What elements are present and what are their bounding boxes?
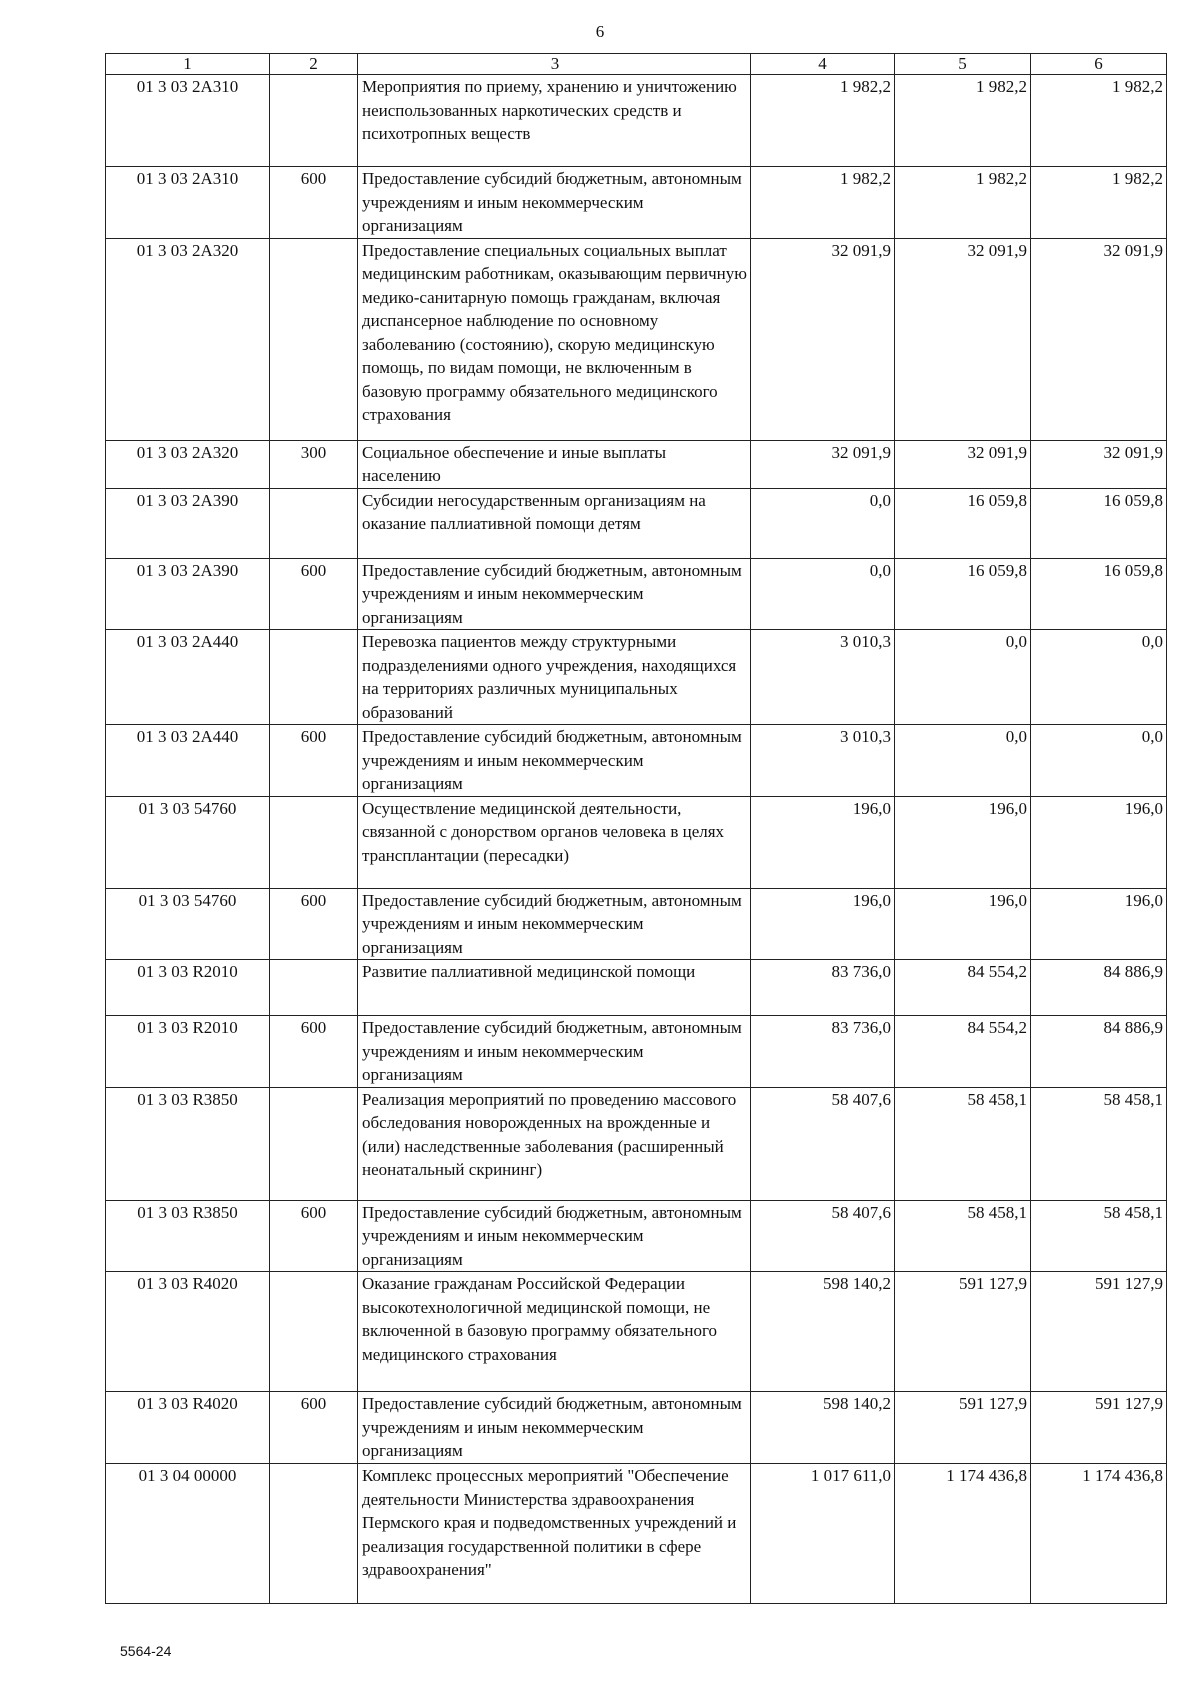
header-col-1: 1: [106, 54, 270, 75]
header-row: [106, 54, 1167, 75]
cell-target-code: 01 3 03 R4020: [106, 1272, 270, 1392]
cell-target-code: 01 3 03 2А320: [106, 238, 270, 440]
cell-amount-col4: 58 407,6: [751, 1200, 895, 1272]
cell-expense-type: 600: [270, 725, 358, 797]
cell-target-code: 01 3 03 R2010: [106, 960, 270, 1016]
cell-item-name: Социальное обеспечение и иные выплаты населению: [358, 440, 751, 488]
cell-amount-col6: 84 886,9: [1031, 960, 1167, 1016]
cell-amount-col4: 598 140,2: [751, 1392, 895, 1464]
cell-amount-col6: 1 982,2: [1031, 167, 1167, 239]
cell-amount-col5: 196,0: [895, 796, 1031, 888]
cell-item-name: Предоставление субсидий бюджетным, автономным учреждениям и иным некоммерческим организациям: [358, 167, 751, 239]
cell-target-code: 01 3 03 2А440: [106, 630, 270, 725]
table-row: [106, 1087, 1167, 1200]
cell-target-code: 01 3 04 00000: [106, 1464, 270, 1604]
cell-amount-col6: 1 982,2: [1031, 75, 1167, 167]
cell-target-code: 01 3 03 2А320: [106, 440, 270, 488]
header-col-3: 3: [358, 54, 751, 75]
cell-amount-col4: 3 010,3: [751, 725, 895, 797]
cell-item-name: Предоставление субсидий бюджетным, автономным учреждениям и иным некоммерческим организациям: [358, 1392, 751, 1464]
table-row: [106, 440, 1167, 488]
cell-amount-col6: 84 886,9: [1031, 1016, 1167, 1088]
cell-target-code: 01 3 03 2А390: [106, 558, 270, 630]
cell-expense-type: [270, 796, 358, 888]
table-row: [106, 75, 1167, 167]
cell-amount-col4: 58 407,6: [751, 1087, 895, 1200]
cell-target-code: 01 3 03 2А310: [106, 167, 270, 239]
cell-expense-type: [270, 960, 358, 1016]
cell-target-code: 01 3 03 2А310: [106, 75, 270, 167]
cell-item-name: Перевозка пациентов между структурными подразделениями одного учреждения, находящихся на территориях различных муниципальных образований: [358, 630, 751, 725]
cell-amount-col5: 58 458,1: [895, 1087, 1031, 1200]
cell-item-name: Предоставление субсидий бюджетным, автономным учреждениям и иным некоммерческим организациям: [358, 1016, 751, 1088]
cell-amount-col6: 196,0: [1031, 888, 1167, 960]
page-number: 6: [595, 22, 605, 41]
cell-amount-col4: 83 736,0: [751, 1016, 895, 1088]
cell-amount-col4: 598 140,2: [751, 1272, 895, 1392]
cell-item-name: Осуществление медицинской деятельности, связанной с донорством органов человека в целях трансплантации (пересадки): [358, 796, 751, 888]
cell-amount-col5: 58 458,1: [895, 1200, 1031, 1272]
cell-item-name: Мероприятия по приему, хранению и уничтожению неиспользованных наркотических средств и психотропных веществ: [358, 75, 751, 167]
cell-amount-col6: 32 091,9: [1031, 238, 1167, 440]
cell-expense-type: 600: [270, 1016, 358, 1088]
cell-expense-type: 600: [270, 167, 358, 239]
table-row: [106, 167, 1167, 239]
table-row: [106, 1200, 1167, 1272]
cell-amount-col5: 32 091,9: [895, 238, 1031, 440]
cell-amount-col6: 196,0: [1031, 796, 1167, 888]
cell-item-name: Комплекс процессных мероприятий "Обеспечение деятельности Министерства здравоохранения Пермского края и подведомственных учреждений и реализация государственной политики в сфере здравоохранения": [358, 1464, 751, 1604]
cell-amount-col6: 591 127,9: [1031, 1272, 1167, 1392]
cell-amount-col5: 16 059,8: [895, 558, 1031, 630]
header-col-6: 6: [1031, 54, 1167, 75]
cell-expense-type: [270, 1272, 358, 1392]
cell-amount-col5: 16 059,8: [895, 488, 1031, 558]
cell-expense-type: [270, 1464, 358, 1604]
cell-expense-type: [270, 1087, 358, 1200]
table-row: [106, 796, 1167, 888]
cell-amount-col6: 0,0: [1031, 630, 1167, 725]
cell-target-code: 01 3 03 R4020: [106, 1392, 270, 1464]
cell-item-name: Предоставление субсидий бюджетным, автономным учреждениям и иным некоммерческим организациям: [358, 558, 751, 630]
cell-amount-col5: 84 554,2: [895, 1016, 1031, 1088]
cell-amount-col6: 58 458,1: [1031, 1200, 1167, 1272]
table-row: [106, 1016, 1167, 1088]
budget-table: [105, 53, 1167, 1604]
cell-expense-type: [270, 630, 358, 725]
cell-amount-col4: 196,0: [751, 888, 895, 960]
cell-amount-col4: 32 091,9: [751, 238, 895, 440]
cell-amount-col6: 1 174 436,8: [1031, 1464, 1167, 1604]
cell-target-code: 01 3 03 R2010: [106, 1016, 270, 1088]
table-row: [106, 1464, 1167, 1604]
cell-target-code: 01 3 03 R3850: [106, 1087, 270, 1200]
cell-amount-col4: 1 017 611,0: [751, 1464, 895, 1604]
cell-expense-type: 600: [270, 888, 358, 960]
table-row: [106, 888, 1167, 960]
cell-expense-type: 300: [270, 440, 358, 488]
cell-item-name: Реализация мероприятий по проведению массового обследования новорожденных на врожденные и (или) наследственные заболевания (расширенный неонатальный скрининг): [358, 1087, 751, 1200]
cell-item-name: Оказание гражданам Российской Федерации высокотехнологичной медицинской помощи, не включенной в базовую программу обязательного медицинского страхования: [358, 1272, 751, 1392]
cell-target-code: 01 3 03 2А440: [106, 725, 270, 797]
cell-amount-col5: 591 127,9: [895, 1392, 1031, 1464]
cell-amount-col5: 84 554,2: [895, 960, 1031, 1016]
cell-amount-col5: 0,0: [895, 725, 1031, 797]
cell-target-code: 01 3 03 54760: [106, 796, 270, 888]
cell-expense-type: 600: [270, 1392, 358, 1464]
cell-amount-col6: 16 059,8: [1031, 558, 1167, 630]
cell-amount-col4: 0,0: [751, 488, 895, 558]
table-row: [106, 630, 1167, 725]
cell-amount-col4: 83 736,0: [751, 960, 895, 1016]
table-row: [106, 238, 1167, 440]
table-body: [106, 75, 1167, 1604]
header-col-4: 4: [751, 54, 895, 75]
cell-expense-type: [270, 75, 358, 167]
cell-amount-col5: 196,0: [895, 888, 1031, 960]
cell-amount-col6: 58 458,1: [1031, 1087, 1167, 1200]
cell-expense-type: [270, 488, 358, 558]
cell-amount-col5: 0,0: [895, 630, 1031, 725]
cell-amount-col6: 0,0: [1031, 725, 1167, 797]
table-row: [106, 725, 1167, 797]
cell-amount-col6: 32 091,9: [1031, 440, 1167, 488]
document-code: 5564-24: [120, 1643, 172, 1659]
cell-amount-col4: 3 010,3: [751, 630, 895, 725]
cell-amount-col5: 32 091,9: [895, 440, 1031, 488]
header-col-2: 2: [270, 54, 358, 75]
cell-item-name: Предоставление субсидий бюджетным, автономным учреждениям и иным некоммерческим организациям: [358, 1200, 751, 1272]
cell-expense-type: 600: [270, 1200, 358, 1272]
header-col-5: 5: [895, 54, 1031, 75]
cell-amount-col4: 1 982,2: [751, 75, 895, 167]
cell-expense-type: 600: [270, 558, 358, 630]
cell-item-name: Предоставление специальных социальных выплат медицинским работникам, оказывающим первичную медико-санитарную помощь гражданам, включая диспансерное наблюдение по основному заболеванию (состоянию), скорую медицинскую помощь, по видам помощи, не включенным в базовую программу обязательного медицинского страхования: [358, 238, 751, 440]
cell-item-name: Предоставление субсидий бюджетным, автономным учреждениям и иным некоммерческим организациям: [358, 888, 751, 960]
cell-item-name: Субсидии негосударственным организациям на оказание паллиативной помощи детям: [358, 488, 751, 558]
cell-target-code: 01 3 03 54760: [106, 888, 270, 960]
cell-amount-col6: 16 059,8: [1031, 488, 1167, 558]
cell-amount-col5: 1 982,2: [895, 75, 1031, 167]
cell-amount-col5: 591 127,9: [895, 1272, 1031, 1392]
table-row: [106, 960, 1167, 1016]
cell-amount-col4: 32 091,9: [751, 440, 895, 488]
cell-amount-col4: 0,0: [751, 558, 895, 630]
cell-amount-col5: 1 174 436,8: [895, 1464, 1031, 1604]
cell-item-name: Предоставление субсидий бюджетным, автономным учреждениям и иным некоммерческим организациям: [358, 725, 751, 797]
table-row: [106, 1272, 1167, 1392]
cell-amount-col4: 1 982,2: [751, 167, 895, 239]
table-row: [106, 1392, 1167, 1464]
cell-target-code: 01 3 03 2А390: [106, 488, 270, 558]
cell-amount-col4: 196,0: [751, 796, 895, 888]
cell-target-code: 01 3 03 R3850: [106, 1200, 270, 1272]
cell-expense-type: [270, 238, 358, 440]
cell-amount-col5: 1 982,2: [895, 167, 1031, 239]
cell-amount-col6: 591 127,9: [1031, 1392, 1167, 1464]
table-row: [106, 558, 1167, 630]
cell-item-name: Развитие паллиативной медицинской помощи: [358, 960, 751, 1016]
table-row: [106, 488, 1167, 558]
